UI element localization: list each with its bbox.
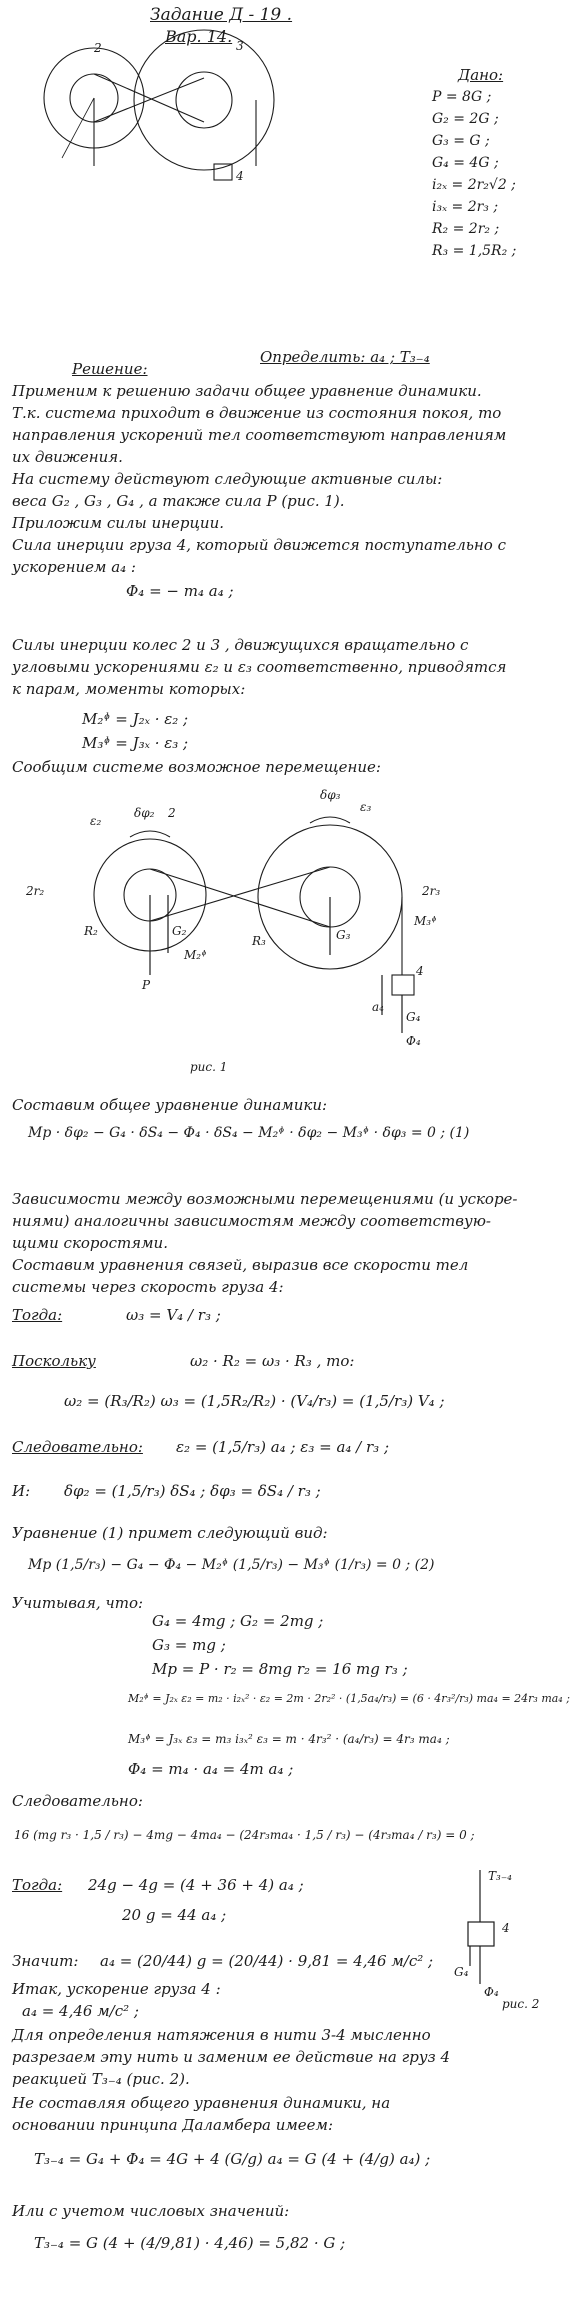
text-line: Значит: bbox=[12, 1952, 79, 1970]
label-Phi4: Φ₄ bbox=[484, 1985, 499, 1999]
label-Phi4: Φ₄ bbox=[406, 1034, 421, 1048]
formula: Mp = P · r₂ = 8mg r₂ = 16 mg r₃ ; bbox=[152, 1660, 408, 1678]
task-title: Задание Д - 19 . bbox=[150, 5, 293, 25]
text-line: Тогда: bbox=[12, 1306, 63, 1324]
label-4: 4 bbox=[416, 964, 424, 978]
text-line: угловыми ускорениями ε₂ и ε₃ соответственно, приводятся bbox=[12, 658, 507, 676]
formula: M₃ᶲ = J₃ₓ · ε₃ ; bbox=[82, 734, 189, 752]
text-line: Сила инерции груза 4, который движется поступательно с bbox=[12, 536, 506, 554]
figure-2 bbox=[440, 1862, 560, 2012]
text-line: Приложим силы инерции. bbox=[12, 514, 225, 532]
formula: Mp (1,5/r₃) − G₄ − Φ₄ − M₂ᶲ (1,5/r₃) − M₃ᶲ (1/r₃) = 0 ; (2) bbox=[28, 1557, 435, 1573]
given-item: R₂ = 2r₂ ; bbox=[432, 221, 500, 237]
text-line: ускорением a₄ : bbox=[12, 558, 136, 576]
given-item: i₂ₓ = 2r₂√2 ; bbox=[432, 177, 516, 193]
text-line: Поскольку bbox=[12, 1352, 96, 1370]
formula: M₂ᶲ = J₂ₓ ε₂ = m₂ · i₂ₓ² · ε₂ = 2m · 2r₂² · (1,5a₄/r₃) = (6 · 4r₃²/r₃) ma₄ = 24r₃ ma₄ ; bbox=[128, 1692, 570, 1705]
text-line: На систему действуют следующие активные силы: bbox=[12, 470, 443, 488]
formula: G₄ = 4mg ; G₂ = 2mg ; bbox=[152, 1612, 324, 1630]
text-line: Не составляя общего уравнения динамики, на bbox=[12, 2094, 391, 2112]
given-item: R₃ = 1,5R₂ ; bbox=[432, 243, 517, 259]
formula: M₂ᶲ = J₂ₓ · ε₂ ; bbox=[82, 710, 189, 728]
formula: ε₂ = (1,5/r₃) a₄ ; ε₃ = a₄ / r₃ ; bbox=[176, 1438, 389, 1456]
given-item: G₃ = G ; bbox=[432, 133, 490, 149]
formula: Mp · δφ₂ − G₄ · δS₄ − Φ₄ · δS₄ − M₂ᶲ · δφ₂ − M₃ᶲ · δφ₃ = 0 ; (1) bbox=[28, 1125, 470, 1141]
text-line: системы через скорость груза 4: bbox=[12, 1278, 284, 1296]
fig1-caption: рис. 1 bbox=[190, 1060, 228, 1074]
text-line: их движения. bbox=[12, 448, 123, 466]
text-line: Т.к. система приходит в движение из состояния покоя, то bbox=[12, 404, 502, 422]
solution-title: Решение: bbox=[72, 360, 148, 378]
label-2r2: 2r₂ bbox=[26, 884, 45, 898]
label-eps3: ε₃ bbox=[360, 800, 372, 814]
text-line: ниями) аналогичны зависимостям между соответствую- bbox=[12, 1212, 491, 1230]
text-line: Силы инерции колес 2 и 3 , движущихся вращательно с bbox=[12, 636, 469, 654]
text-line: Итак, ускорение груза 4 : bbox=[12, 1980, 221, 1998]
text-line: И: bbox=[12, 1482, 31, 1500]
text-line: Следовательно: bbox=[12, 1438, 143, 1456]
label-2: 2 bbox=[168, 806, 176, 820]
label-G3: G₃ bbox=[336, 928, 351, 942]
label-dphi3: δφ₃ bbox=[320, 788, 341, 802]
variant-title: Вар. 14. bbox=[165, 27, 233, 46]
label-a4: a₄ bbox=[372, 1000, 384, 1014]
label-eps2: ε₂ bbox=[90, 814, 102, 828]
formula: ω₂ · R₂ = ω₃ · R₃ , то: bbox=[190, 1352, 355, 1370]
text-line: Тогда: bbox=[12, 1876, 63, 1894]
label-P: P bbox=[142, 978, 151, 992]
text-line: Следовательно: bbox=[12, 1792, 143, 1810]
fig2-caption: рис. 2 bbox=[502, 1997, 540, 2011]
label-G4: G₄ bbox=[406, 1010, 421, 1024]
formula: 20 g = 44 a₄ ; bbox=[122, 1906, 227, 1924]
formula: T₃₋₄ = G (4 + (4/9,81) · 4,46) = 5,82 · G ; bbox=[34, 2234, 346, 2252]
formula: T₃₋₄ = G₄ + Φ₄ = 4G + 4 (G/g) a₄ = G (4 + (4/g) a₄) ; bbox=[34, 2150, 431, 2168]
label-4: 4 bbox=[502, 1921, 510, 1935]
text-line: Зависимости между возможными перемещениями (и ускоре- bbox=[12, 1190, 518, 1208]
formula: 16 (mg r₃ · 1,5 / r₃) − 4mg − 4ma₄ − (24r₃ma₄ · 1,5 / r₃) − (4r₃ma₄ / r₃) = 0 ; bbox=[14, 1828, 475, 1842]
given-title: Дано: bbox=[458, 66, 504, 84]
text-line: веса G₂ , G₃ , G₄ , а также сила P (рис. 1). bbox=[12, 492, 345, 510]
formula: ω₃ = V₄ / r₃ ; bbox=[126, 1306, 221, 1324]
formula: Φ₄ = m₄ · a₄ = 4m a₄ ; bbox=[128, 1760, 294, 1778]
label-M3: M₃ᶲ bbox=[414, 914, 437, 928]
label-T34: T₃₋₄ bbox=[488, 1869, 512, 1883]
find-line: Определить: a₄ ; T₃₋₄ bbox=[260, 348, 430, 366]
formula: Φ₄ = − m₄ a₄ ; bbox=[126, 582, 234, 600]
text-line: Применим к решению задачи общее уравнение динамики. bbox=[12, 382, 482, 400]
given-item: G₂ = 2G ; bbox=[432, 111, 499, 127]
label-M2: M₂ᶲ bbox=[184, 948, 207, 962]
text-line: Для определения натяжения в нити 3-4 мысленно bbox=[12, 2026, 431, 2044]
text-line: щими скоростями. bbox=[12, 1234, 168, 1252]
text-line: реакцией T₃₋₄ (рис. 2). bbox=[12, 2070, 190, 2088]
text-line: Учитывая, что: bbox=[12, 1594, 144, 1612]
text-line: Или с учетом числовых значений: bbox=[12, 2202, 290, 2220]
text-line: основании принципа Даламбера имеем: bbox=[12, 2116, 334, 2134]
text-line: Составим общее уравнение динамики: bbox=[12, 1096, 328, 1114]
given-item: i₃ₓ = 2r₃ ; bbox=[432, 199, 499, 215]
formula: ω₂ = (R₃/R₂) ω₃ = (1,5R₂/R₂) · (V₄/r₃) = (1,5/r₃) V₄ ; bbox=[64, 1392, 445, 1410]
given-item: G₄ = 4G ; bbox=[432, 155, 499, 171]
text-line: разрезаем эту нить и заменим ее действие на груз 4 bbox=[12, 2048, 451, 2066]
text-line: к парам, моменты которых: bbox=[12, 680, 246, 698]
label-R3: R₃ bbox=[252, 934, 266, 948]
label-G4: G₄ bbox=[454, 1965, 469, 1979]
label-dphi2: δφ₂ bbox=[134, 806, 155, 820]
formula: a₄ = (20/44) g = (20/44) · 9,81 = 4,46 м/с² ; bbox=[100, 1952, 434, 1970]
formula: 24g − 4g = (4 + 36 + 4) a₄ ; bbox=[88, 1876, 304, 1894]
text-line: направления ускорений тел соответствуют направлениям bbox=[12, 426, 507, 444]
label-3: 3 bbox=[236, 39, 244, 53]
given-item: P = 8G ; bbox=[432, 89, 492, 105]
schematic-top bbox=[42, 38, 342, 208]
formula: a₄ = 4,46 м/с² ; bbox=[22, 2002, 139, 2020]
text-line: Уравнение (1) примет следующий вид: bbox=[12, 1524, 328, 1542]
label-2r3: 2r₃ bbox=[422, 884, 441, 898]
formula: G₃ = mg ; bbox=[152, 1636, 226, 1654]
label-R2: R₂ bbox=[84, 924, 98, 938]
label-4: 4 bbox=[236, 169, 244, 183]
text-line: Сообщим системе возможное перемещение: bbox=[12, 758, 381, 776]
label-2: 2 bbox=[94, 41, 102, 55]
formula: δφ₂ = (1,5/r₃) δS₄ ; δφ₃ = δS₄ / r₃ ; bbox=[64, 1482, 321, 1500]
figure-1 bbox=[26, 775, 450, 1075]
text-line: Составим уравнения связей, выразив все скорости тел bbox=[12, 1256, 469, 1274]
formula: M₃ᶲ = J₃ₓ ε₃ = m₃ i₃ₓ² ε₃ = m · 4r₃² · (a₄/r₃) = 4r₃ ma₄ ; bbox=[128, 1732, 450, 1746]
label-G2: G₂ bbox=[172, 924, 187, 938]
